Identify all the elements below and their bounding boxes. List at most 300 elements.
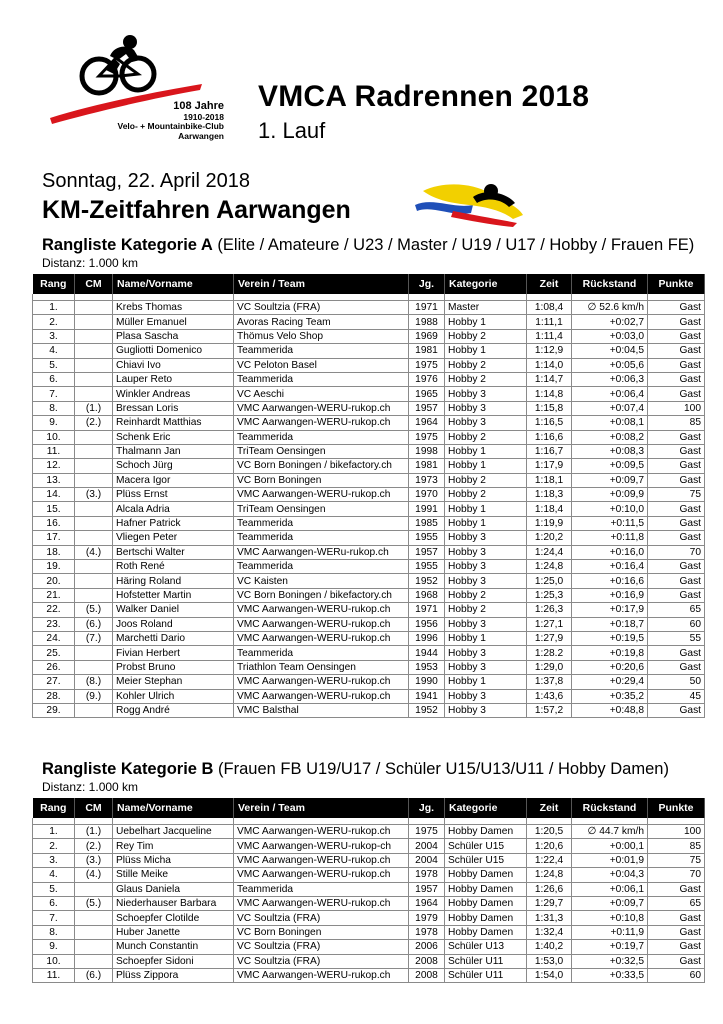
cell-points: 55 [648, 631, 705, 645]
cell-team: VMC Aarwangen-WERU-rukop.ch [234, 868, 409, 882]
table-row [33, 703, 705, 717]
cell-gap: +0:19,5 [572, 631, 648, 645]
table-row [33, 689, 705, 703]
ranking-category-b [32, 760, 704, 983]
cell-time: 1:18,3 [527, 488, 572, 502]
cell-year: 1975 [409, 430, 445, 444]
cell-year: 1991 [409, 502, 445, 516]
cell-gap: +0:10,0 [572, 502, 648, 516]
cell-category: Hobby 2 [445, 488, 527, 502]
cell-time: 1:12,9 [527, 344, 572, 358]
cell-gap: +0:09,7 [572, 473, 648, 487]
cell-rank: 18. [33, 545, 75, 559]
cell-points: 75 [648, 488, 705, 502]
cell-year: 1975 [409, 825, 445, 839]
cell-rank: 24. [33, 631, 75, 645]
cell-cm [75, 459, 113, 473]
cell-name: Marchetti Dario [113, 631, 234, 645]
cell-rank: 5. [33, 358, 75, 372]
event-title: KM-Zeitfahren Aarwangen [42, 196, 351, 224]
cell-time: 1:53,0 [527, 954, 572, 968]
cell-points: Gast [648, 372, 705, 386]
cell-gap: +0:18,7 [572, 617, 648, 631]
cell-name: Roth René [113, 560, 234, 574]
cell-year: 1941 [409, 689, 445, 703]
cell-team: VMC Aarwangen-WERU-rukop.ch [234, 896, 409, 910]
cell-points: Gast [648, 703, 705, 717]
column-header-rank: Rang [33, 274, 75, 294]
cell-category: Hobby 2 [445, 430, 527, 444]
cell-time: 1:18,1 [527, 473, 572, 487]
cell-rank: 19. [33, 560, 75, 574]
cell-team: Teammerida [234, 646, 409, 660]
cell-cm [75, 703, 113, 717]
cell-time: 1:22,4 [527, 853, 572, 867]
cell-year: 1952 [409, 574, 445, 588]
cell-points: Gast [648, 329, 705, 343]
table-row [33, 882, 705, 896]
cell-team: VC Soultzia (FRA) [234, 301, 409, 315]
column-header-year: Jg. [409, 798, 445, 818]
column-header-name: Name/Vorname [113, 798, 234, 818]
cell-name: Schoch Jürg [113, 459, 234, 473]
column-header-category: Kategorie [445, 274, 527, 294]
cell-name: Fivian Herbert [113, 646, 234, 660]
cell-cm: (5.) [75, 603, 113, 617]
cell-points: Gast [648, 459, 705, 473]
cell-points: Gast [648, 387, 705, 401]
cell-points: Gast [648, 940, 705, 954]
cell-time: 1:17,9 [527, 459, 572, 473]
table-row [33, 444, 705, 458]
cell-category: Schüler U13 [445, 940, 527, 954]
cell-time: 1:25,3 [527, 588, 572, 602]
table-row [33, 839, 705, 853]
cell-team: VMC Aarwangen-WERU-rukop.ch [234, 416, 409, 430]
cell-time: 1:57,2 [527, 703, 572, 717]
cell-year: 1957 [409, 401, 445, 415]
cell-gap: +0:00,1 [572, 839, 648, 853]
cell-team: VC Peloton Basel [234, 358, 409, 372]
results-table [32, 274, 705, 718]
cell-time: 1:08,4 [527, 301, 572, 315]
cell-team: Teammerida [234, 344, 409, 358]
cell-time: 1:16,7 [527, 444, 572, 458]
cell-year: 2008 [409, 954, 445, 968]
cell-year: 1990 [409, 675, 445, 689]
results-table [32, 798, 705, 983]
cell-category: Hobby 3 [445, 646, 527, 660]
cell-year: 1955 [409, 560, 445, 574]
cell-rank: 11. [33, 968, 75, 982]
cell-team: Teammerida [234, 430, 409, 444]
cell-time: 1:11,1 [527, 315, 572, 329]
cell-name: Niederhauser Barbara [113, 896, 234, 910]
cell-year: 1981 [409, 344, 445, 358]
cell-rank: 12. [33, 459, 75, 473]
table-row [33, 603, 705, 617]
table-row [33, 531, 705, 545]
cell-team: VMC Aarwangen-WERU-rukop.ch [234, 603, 409, 617]
table-row [33, 516, 705, 530]
cell-cm: (7.) [75, 631, 113, 645]
cell-rank: 4. [33, 344, 75, 358]
cell-points: Gast [648, 315, 705, 329]
cell-rank: 2. [33, 839, 75, 853]
cell-points: 85 [648, 416, 705, 430]
cell-cm [75, 646, 113, 660]
cell-points: Gast [648, 646, 705, 660]
cell-name: Häring Roland [113, 574, 234, 588]
cell-cm [75, 344, 113, 358]
cell-team: VMC Aarwangen-WERU-rukop.ch [234, 617, 409, 631]
cell-points: 60 [648, 968, 705, 982]
table-row [33, 925, 705, 939]
cell-points: 70 [648, 868, 705, 882]
table-row [33, 416, 705, 430]
cell-category: Hobby 2 [445, 358, 527, 372]
column-header-gap: Rückstand [572, 274, 648, 294]
table-row [33, 329, 705, 343]
cell-year: 1965 [409, 387, 445, 401]
cell-category: Hobby 3 [445, 416, 527, 430]
cell-category: Hobby 1 [445, 315, 527, 329]
cell-team: TriTeam Oensingen [234, 502, 409, 516]
cell-time: 1:14,0 [527, 358, 572, 372]
cell-time: 1:24,8 [527, 868, 572, 882]
cell-cm [75, 372, 113, 386]
page-title: VMCA Radrennen 2018 [258, 80, 590, 113]
cell-gap: +0:32,5 [572, 954, 648, 968]
cell-cm [75, 502, 113, 516]
cell-team: VMC Aarwangen-WERU-rukop-ch [234, 839, 409, 853]
cell-cm: (4.) [75, 545, 113, 559]
cell-team: Thömus Velo Shop [234, 329, 409, 343]
cell-cm [75, 516, 113, 530]
cell-points: Gast [648, 430, 705, 444]
cell-year: 1973 [409, 473, 445, 487]
cell-gap: +0:06,3 [572, 372, 648, 386]
cell-team: VMC Balsthal [234, 703, 409, 717]
cell-gap: +0:08,3 [572, 444, 648, 458]
cell-rank: 25. [33, 646, 75, 660]
table-row [33, 301, 705, 315]
cell-time: 1:26,6 [527, 882, 572, 896]
cell-gap: +0:04,3 [572, 868, 648, 882]
logo-years: 108 Jahre [173, 100, 224, 112]
cell-rank: 23. [33, 617, 75, 631]
club-logo [44, 34, 224, 154]
column-header-team: Verein / Team [234, 274, 409, 294]
cell-gap: +0:06,4 [572, 387, 648, 401]
cell-time: 1:20,5 [527, 825, 572, 839]
cell-gap: +0:20,6 [572, 660, 648, 674]
cell-team: VC Soultzia (FRA) [234, 940, 409, 954]
section-title: Rangliste Kategorie A (Elite / Amateure / U23 / Master / U19 / U17 / Hobby / Frauen FE) [42, 236, 695, 254]
cell-name: Plüss Zippora [113, 968, 234, 982]
cell-points: 100 [648, 825, 705, 839]
cell-category: Hobby 3 [445, 617, 527, 631]
table-row [33, 853, 705, 867]
cell-year: 2004 [409, 839, 445, 853]
cell-cm: (2.) [75, 839, 113, 853]
cell-cm [75, 574, 113, 588]
cell-category: Hobby 2 [445, 372, 527, 386]
table-row [33, 868, 705, 882]
cell-team: VMC Aarwangen-WERU-rukop.ch [234, 968, 409, 982]
cell-time: 1:19,9 [527, 516, 572, 530]
cell-gap: ∅ 52.6 km/h [572, 301, 648, 315]
cell-points: Gast [648, 574, 705, 588]
cell-points: Gast [648, 301, 705, 315]
cell-cm [75, 301, 113, 315]
cell-category: Hobby 1 [445, 444, 527, 458]
cell-rank: 4. [33, 868, 75, 882]
cell-gap: +0:19,7 [572, 940, 648, 954]
section-distance: Distanz: 1.000 km [42, 256, 139, 270]
cell-cm [75, 531, 113, 545]
cell-rank: 27. [33, 675, 75, 689]
cell-rank: 10. [33, 430, 75, 444]
cell-gap: +0:16,0 [572, 545, 648, 559]
cell-gap: +0:11,5 [572, 516, 648, 530]
cell-category: Hobby 1 [445, 344, 527, 358]
cell-time: 1:16,6 [527, 430, 572, 444]
cell-year: 2004 [409, 853, 445, 867]
cell-gap: +0:19,8 [572, 646, 648, 660]
table-row [33, 488, 705, 502]
cell-points: 75 [648, 853, 705, 867]
cell-rank: 10. [33, 954, 75, 968]
cell-category: Hobby 3 [445, 401, 527, 415]
cell-gap: ∅ 44.7 km/h [572, 825, 648, 839]
logo-year-range: 1910-2018 [183, 111, 224, 122]
cell-team: VMC Aarwangen-WERU-rukop.ch [234, 689, 409, 703]
cell-cm: (4.) [75, 868, 113, 882]
cell-year: 1978 [409, 925, 445, 939]
table-row [33, 401, 705, 415]
cell-time: 1:14,7 [527, 372, 572, 386]
cell-rank: 8. [33, 925, 75, 939]
cell-name: Munch Constantin [113, 940, 234, 954]
cell-points: 45 [648, 689, 705, 703]
section-distance: Distanz: 1.000 km [42, 780, 139, 794]
cell-cm [75, 315, 113, 329]
table-row [33, 940, 705, 954]
cell-name: Thalmann Jan [113, 444, 234, 458]
event-emblem-icon [413, 175, 525, 227]
cell-name: Alcala Adria [113, 502, 234, 516]
cell-cm [75, 444, 113, 458]
cell-cm [75, 387, 113, 401]
column-header-team: Verein / Team [234, 798, 409, 818]
cell-cm: (2.) [75, 416, 113, 430]
cell-points: Gast [648, 502, 705, 516]
cell-year: 1981 [409, 459, 445, 473]
table-row [33, 617, 705, 631]
cell-time: 1:27,1 [527, 617, 572, 631]
cell-time: 1:14,8 [527, 387, 572, 401]
cell-time: 1:26,3 [527, 603, 572, 617]
table-row [33, 358, 705, 372]
cell-year: 1953 [409, 660, 445, 674]
table-row [33, 675, 705, 689]
cell-category: Master [445, 301, 527, 315]
cell-name: Vliegen Peter [113, 531, 234, 545]
table-row [33, 473, 705, 487]
cell-team: VC Born Boningen / bikefactory.ch [234, 459, 409, 473]
cell-name: Schoepfer Clotilde [113, 911, 234, 925]
cell-cm [75, 925, 113, 939]
column-header-points: Punkte [648, 798, 705, 818]
table-row [33, 968, 705, 982]
cell-name: Macera Igor [113, 473, 234, 487]
cell-time: 1:25,0 [527, 574, 572, 588]
cell-cm [75, 911, 113, 925]
cell-points: Gast [648, 516, 705, 530]
cell-gap: +0:11,9 [572, 925, 648, 939]
cell-team: Teammerida [234, 516, 409, 530]
cell-points: Gast [648, 954, 705, 968]
cell-rank: 1. [33, 825, 75, 839]
cell-name: Rey Tim [113, 839, 234, 853]
cell-rank: 8. [33, 401, 75, 415]
cell-name: Hofstetter Martin [113, 588, 234, 602]
cell-gap: +0:08,2 [572, 430, 648, 444]
cell-year: 1969 [409, 329, 445, 343]
cell-time: 1:40,2 [527, 940, 572, 954]
cell-name: Hafner Patrick [113, 516, 234, 530]
cell-team: VMC Aarwangen-WERU-rukop.ch [234, 675, 409, 689]
cell-category: Hobby 1 [445, 516, 527, 530]
section-title: Rangliste Kategorie B (Frauen FB U19/U17 / Schüler U15/U13/U11 / Hobby Damen) [42, 760, 669, 778]
table-row [33, 459, 705, 473]
cell-points: 50 [648, 675, 705, 689]
cell-category: Hobby 1 [445, 502, 527, 516]
cell-team: VMC Aarwangen-WERu-rukop.ch [234, 545, 409, 559]
cell-team: Teammerida [234, 882, 409, 896]
cell-time: 1:24,4 [527, 545, 572, 559]
cell-points: Gast [648, 358, 705, 372]
cell-year: 1970 [409, 488, 445, 502]
column-header-category: Kategorie [445, 798, 527, 818]
cell-name: Lauper Reto [113, 372, 234, 386]
cell-gap: +0:06,1 [572, 882, 648, 896]
column-header-time: Zeit [527, 798, 572, 818]
cell-cm: (3.) [75, 853, 113, 867]
cell-category: Hobby 3 [445, 545, 527, 559]
cell-team: VMC Aarwangen-WERU-rukop.ch [234, 488, 409, 502]
cell-cm [75, 560, 113, 574]
cell-rank: 7. [33, 387, 75, 401]
cell-year: 1956 [409, 617, 445, 631]
cell-year: 1988 [409, 315, 445, 329]
table-row [33, 545, 705, 559]
cell-team: VC Born Boningen / bikefactory.ch [234, 588, 409, 602]
cell-team: VMC Aarwangen-WERU-rukop.ch [234, 631, 409, 645]
cell-time: 1:18,4 [527, 502, 572, 516]
cell-category: Schüler U11 [445, 954, 527, 968]
cell-team: Teammerida [234, 372, 409, 386]
cell-category: Hobby 2 [445, 603, 527, 617]
cell-gap: +0:11,8 [572, 531, 648, 545]
cell-rank: 21. [33, 588, 75, 602]
cell-category: Hobby 2 [445, 473, 527, 487]
cell-time: 1:15,8 [527, 401, 572, 415]
cell-team: VMC Aarwangen-WERU-rukop.ch [234, 825, 409, 839]
cell-name: Kohler Ulrich [113, 689, 234, 703]
cell-rank: 9. [33, 416, 75, 430]
table-row [33, 646, 705, 660]
cell-name: Krebs Thomas [113, 301, 234, 315]
cell-category: Hobby 3 [445, 660, 527, 674]
cell-category: Hobby 3 [445, 689, 527, 703]
cell-name: Chiavi Ivo [113, 358, 234, 372]
cell-points: 65 [648, 603, 705, 617]
cell-category: Hobby 1 [445, 459, 527, 473]
cell-points: Gast [648, 588, 705, 602]
cell-gap: +0:16,6 [572, 574, 648, 588]
cell-category: Hobby Damen [445, 868, 527, 882]
cell-year: 1957 [409, 882, 445, 896]
column-header-year: Jg. [409, 274, 445, 294]
cell-cm: (3.) [75, 488, 113, 502]
cell-points: 85 [648, 839, 705, 853]
cell-year: 1996 [409, 631, 445, 645]
cell-gap: +0:10,8 [572, 911, 648, 925]
cell-cm [75, 430, 113, 444]
cell-name: Rogg André [113, 703, 234, 717]
cell-team: VC Born Boningen [234, 925, 409, 939]
cell-cm: (6.) [75, 617, 113, 631]
logo-club-name: Velo- + Mountainbike-Club [117, 121, 224, 132]
cell-time: 1:11,4 [527, 329, 572, 343]
cell-name: Schenk Eric [113, 430, 234, 444]
cell-team: VC Kaisten [234, 574, 409, 588]
table-row [33, 911, 705, 925]
cell-time: 1:32,4 [527, 925, 572, 939]
cell-category: Hobby 3 [445, 703, 527, 717]
table-row [33, 344, 705, 358]
logo-town: Aarwangen [178, 131, 224, 142]
cell-year: 1975 [409, 358, 445, 372]
cell-time: 1:37,8 [527, 675, 572, 689]
cell-points: 60 [648, 617, 705, 631]
cell-name: Uebelhart Jacqueline [113, 825, 234, 839]
cell-rank: 9. [33, 940, 75, 954]
cell-name: Bressan Loris [113, 401, 234, 415]
cell-time: 1:31,3 [527, 911, 572, 925]
cell-cm [75, 358, 113, 372]
cell-rank: 2. [33, 315, 75, 329]
cell-gap: +0:09,5 [572, 459, 648, 473]
page-subtitle: 1. Lauf [258, 118, 326, 143]
cell-category: Hobby 1 [445, 631, 527, 645]
cell-year: 1955 [409, 531, 445, 545]
table-row [33, 315, 705, 329]
cell-gap: +0:09,7 [572, 896, 648, 910]
cell-cm [75, 660, 113, 674]
cell-time: 1:54,0 [527, 968, 572, 982]
table-row [33, 560, 705, 574]
cell-name: Probst Bruno [113, 660, 234, 674]
cell-category: Schüler U15 [445, 853, 527, 867]
cell-team: Teammerida [234, 560, 409, 574]
cell-category: Hobby 1 [445, 675, 527, 689]
cell-points: Gast [648, 882, 705, 896]
table-row [33, 825, 705, 839]
cell-year: 2008 [409, 968, 445, 982]
